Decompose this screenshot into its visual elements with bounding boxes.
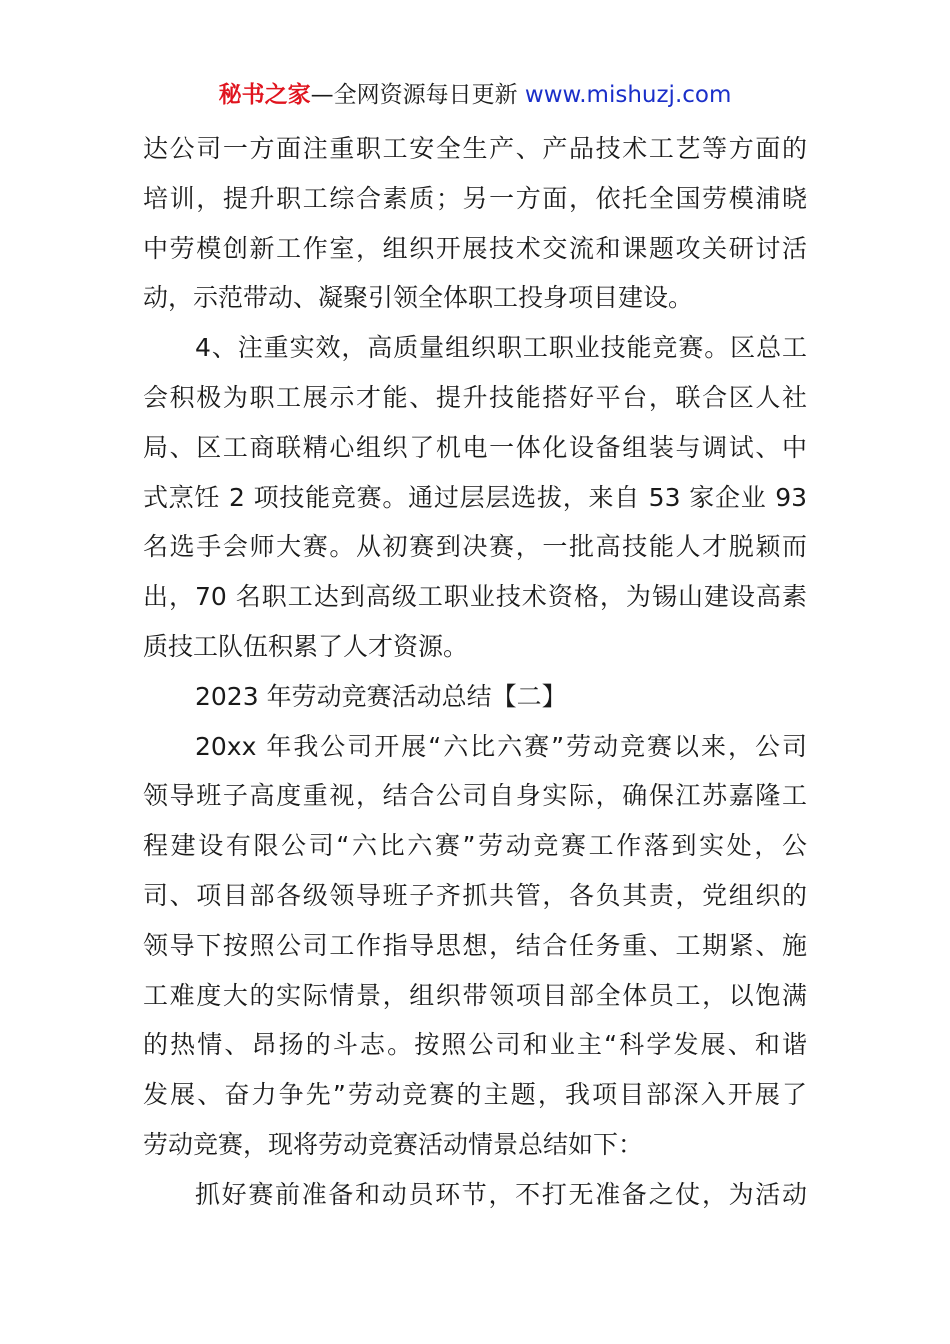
text-line: 达公司一方面注重职工安全生产、产品技术工艺等方面的 — [143, 134, 807, 163]
text-line: 中劳模创新工作室，组织开展技术交流和课题攻关研讨活 — [143, 233, 807, 263]
text-line: 4、注重实效，高质量组织职工职业技能竞赛。区总工 — [195, 333, 807, 363]
text-line: 程建设有限公司“六比六赛”劳动竞赛工作落到实处，公 — [143, 831, 807, 861]
text-line: 劳动竞赛，现将劳动竞赛活动情景总结如下： — [143, 1129, 644, 1159]
text-line: 工难度大的实际情景，组织带领项目部全体员工，以饱满 — [143, 980, 807, 1010]
text-line: 20xx 年我公司开展“六比六赛”劳动竞赛以来，公司 — [195, 731, 807, 761]
text-line: 动，示范带动、凝聚引领全体职工投身项目建设。 — [143, 283, 694, 313]
text-line: 发展、奋力争先”劳动竞赛的主题，我项目部深入开展了 — [143, 1080, 807, 1110]
text-line: 局、区工商联精心组织了机电一体化设备组装与调试、中 — [143, 432, 807, 462]
site-header — [0, 78, 950, 112]
text-line: 会积极为职工展示才能、提升技能搭好平台，联合区人社 — [143, 382, 807, 412]
text-line: 的热情、昂扬的斗志。按照公司和业主“科学发展、和谐 — [143, 1030, 807, 1060]
text-line: 领导下按照公司工作指导思想，结合任务重、工期紧、施 — [143, 930, 807, 960]
text-line: 式烹饪 2 项技能竞赛。通过层层选拔，来自 53 家企业 93 — [143, 482, 807, 512]
text-line: 质技工队伍积累了人才资源。 — [143, 631, 469, 661]
text-line: 2023 年劳动竞赛活动总结【二】 — [195, 681, 567, 711]
site-tagline: —全网资源每日更新 — [310, 82, 525, 108]
text-line: 司、项目部各级领导班子齐抓共管，各负其责，党组织的 — [143, 880, 807, 910]
text-line: 出，70 名职工达到高级工职业技术资格，为锡山建设高素 — [143, 582, 807, 612]
text-line: 领导班子高度重视，结合公司自身实际，确保江苏嘉隆工 — [143, 781, 807, 811]
text-line: 培训，提升职工综合素质；另一方面，依托全国劳模浦晓 — [143, 183, 807, 213]
site-brand: 秘书之家 — [218, 82, 311, 108]
document-body — [143, 124, 807, 1220]
text-line: 抓好赛前准备和动员环节，不打无准备之仗，为活动 — [195, 1179, 807, 1209]
text-line: 名选手会师大赛。从初赛到决赛，一批高技能人才脱颖而 — [143, 532, 807, 562]
site-url-link[interactable]: www.mishuzj.com — [524, 82, 732, 108]
